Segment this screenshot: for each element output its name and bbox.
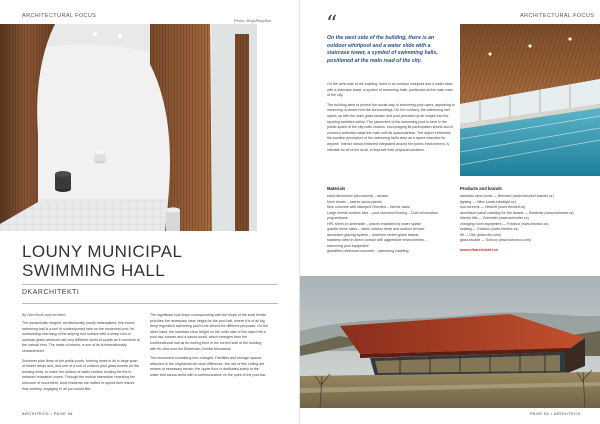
right-header: ARCHITECTURAL FOCUS <box>520 13 595 19</box>
divider-top <box>22 284 278 285</box>
left-footer: ARCHITECH • PAGE 94 <box>22 411 73 416</box>
list-item: black aluminium (Alucobond) – facade <box>327 194 388 198</box>
materials-title: Materials <box>327 186 346 191</box>
list-item: fibre concrete with stamped Oriented – interior walls <box>327 205 410 209</box>
list-item: stainless steel pools — Berndorf (www.berndorf-baeder.cz) <box>460 194 554 198</box>
divider-bottom <box>22 303 278 304</box>
byline: By Dita Houfk and architect <box>22 313 66 317</box>
paragraph: Swimmer plan flows of the public pools, forming lanes in its in large span of timber areas and, and one of a sort of outdoor pool glass inserts on the building ends, to make the section of water surface lending the the in-between relaxation zones. Through the mutual interaction revealing the structure of movement, local residents are invited to spend their leisure time actively, engaging in all you would like. <box>22 358 139 391</box>
title-line-2: SWIMMING HALL <box>22 261 166 280</box>
pull-quote: On the west side of the building, there is an outdoor whirlpool and a water slide with a staircase tower, a symbol of swimming halls, positioned at the main road of the city. <box>327 35 438 64</box>
title-line-1: LOUNY MUNICIPAL <box>22 242 183 261</box>
list-item: stainless steel in direct contact with aggressive environments – <box>327 238 428 242</box>
list-item: swimming pool equipment <box>327 243 369 248</box>
website-link[interactable]: www.dkarchitekti.cz <box>460 246 499 252</box>
materials-section <box>327 186 457 255</box>
list-item: HPL sheet on anthracite – places impacted by water splash <box>327 221 422 226</box>
list-item: glassfibre reinforced concrete – swimming cladding <box>327 249 409 253</box>
paragraph: On the west side of the building, there is an outdoor whirlpool and a water slide with a staircase tower, a symbol of swimming halls, positioned at the main road of the city. <box>327 82 453 98</box>
list-item: granite stone slabs – stairs outdoor ramp and outdoor terrace <box>327 227 425 231</box>
article-title <box>22 242 182 280</box>
exterior-photo <box>300 276 600 408</box>
list-item: lighting — Nilon (www.nilonlight.cz) <box>460 199 516 204</box>
list-item: glass facade — Schuco (www.schueco.com) <box>460 238 531 242</box>
left-header: ARCHITECTURAL FOCUS <box>22 13 97 19</box>
products-list <box>460 194 594 244</box>
lobby-photo <box>0 24 257 231</box>
list-item: Large format ceramic tiles – pool surround flooring – Duct chlorination <box>327 210 438 215</box>
right-body <box>327 82 455 157</box>
paragraph: The dynamically shaped, architecturally purely materialised, this indoor swimming hall is a sort of contemporary take on the modernist pool, its outstanding overhang of the sloping roof surface with a sharp roof of oversize glass windows has very different world-of-sports as it connects to the natural river. The mass of interior, a one of its is internationally characterized. <box>22 321 140 353</box>
list-item: sun screens — Hewlett (www.Hewlett.cz) <box>460 205 526 209</box>
materials-list <box>327 194 457 255</box>
list-item: lift — Otis (www.otis.com) <box>460 232 501 237</box>
body-column-2 <box>150 313 268 383</box>
right-footer: PAGE 95 • ARCHITECH <box>530 411 581 416</box>
products-title: Products and brands <box>460 186 502 191</box>
list-item: birch timber – interior wood panels <box>327 199 382 204</box>
list-item: aluminium glazing system – southern rented glass facade <box>327 232 419 237</box>
quote-mark-icon: “ <box>326 12 338 37</box>
pool-photo <box>460 24 600 176</box>
paragraph: The significant roof slope corresponding with the slope of the local terrain provides the necessary clear height for the pool hall, where it is of all big deep regulation swimming pool to be served for different purposes. On the other hand, the standard clear height on the north side of the object fits a pool bar, shower and a sauna world, which emerges from the multifunctional hall as its roofing bent in the curved side of the building with its view over the Bohemian Central Mountains. <box>150 313 268 351</box>
paragraph: The movement containing four changes, Facilities and storage spaces attached to the original terrain level difference, the use of this ceiling are means of necessary terrain, the upper floor is dedicated solely to the water and sauna world with a communication on the point of the pool bar. <box>150 356 267 377</box>
paragraph: The building aims to protect the social way of swimming pool users, appealing to observing of views from the surroundings. On the contrary, the swimming hall opens up with the main glass facade and pool provides by an insight into the sporting activities within. The placement of the swimming pool is here in the public space of the city main relation, encouraging its participation sports and in common activities made the main with its spaciousness. The object enhances the positive perception of the swimming hall's area as a space intended for anyone. Interior shows timbered integrated around the public environment, is intimate for all of the local, to improve their physical condition. <box>327 102 455 152</box>
products-section <box>460 186 594 252</box>
body-column-1 <box>22 321 140 396</box>
architect-name: DKARCHITEKTI <box>22 289 80 296</box>
list-item: changing room equipment — Fotobox (www.fotobox.cz) <box>460 221 549 226</box>
list-item: seating — Fotobox (www.fotobox.cz) <box>460 227 519 231</box>
list-item: polyurethane <box>327 216 348 220</box>
list-item: interior lifts — Schindler (www.schindler.cz) <box>460 216 529 220</box>
list-item: aluminium panel cladding for the facade — Bohemia (www.bohemia.cz) <box>460 210 574 215</box>
photo-credit: Photo: BoysPlayNice <box>234 18 272 23</box>
